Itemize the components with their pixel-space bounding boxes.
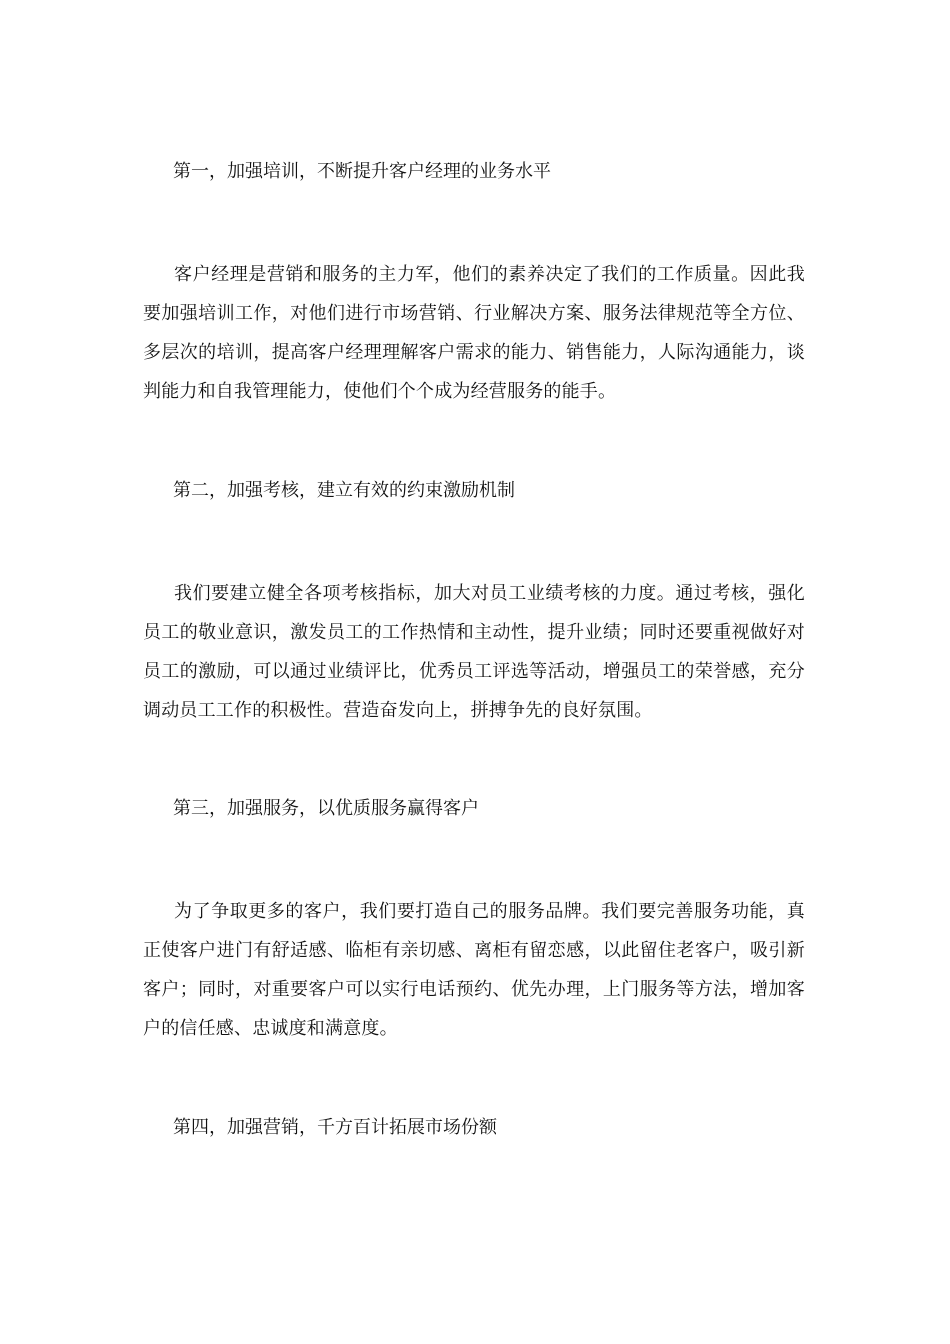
section-heading-3: 第三，加强服务，以优质服务赢得客户 — [173, 798, 479, 819]
section-paragraph-3: 为了争取更多的客户，我们要打造自己的服务品牌。我们要完善服务功能，真正使客户进门有舒适感、临柜有亲切感、离柜有留恋感，以此留住老客户，吸引新客户；同时，对重要客户可以实行电话预约、优先办理，上门服务等方法，增加客户的信任感、忠诚度和满意度。 — [143, 901, 805, 1039]
section-heading-1: 第一，加强培训，不断提升客户经理的业务水平 — [173, 161, 551, 182]
section-heading-2: 第二，加强考核，建立有效的约束激励机制 — [173, 480, 515, 501]
section-paragraph-2: 我们要建立健全各项考核指标，加大对员工业绩考核的力度。通过考核，强化员工的敬业意识，激发员工的工作热情和主动性，提升业绩；同时还要重视做好对员工的激励，可以通过业绩评比，优秀员工评选等活动，增强员工的荣誉感，充分调动员工工作的积极性。营造奋发向上，拼搏争先的良好氛围。 — [143, 583, 805, 721]
section-heading-4: 第四，加强营销，千方百计拓展市场份额 — [173, 1117, 497, 1138]
section-paragraph-1: 客户经理是营销和服务的主力军，他们的素养决定了我们的工作质量。因此我要加强培训工作，对他们进行市场营销、行业解决方案、服务法律规范等全方位、多层次的培训，提高客户经理理解客户需求的能力、销售能力，人际沟通能力，谈判能力和自我管理能力，使他们个个成为经营服务的能手。 — [143, 264, 805, 402]
